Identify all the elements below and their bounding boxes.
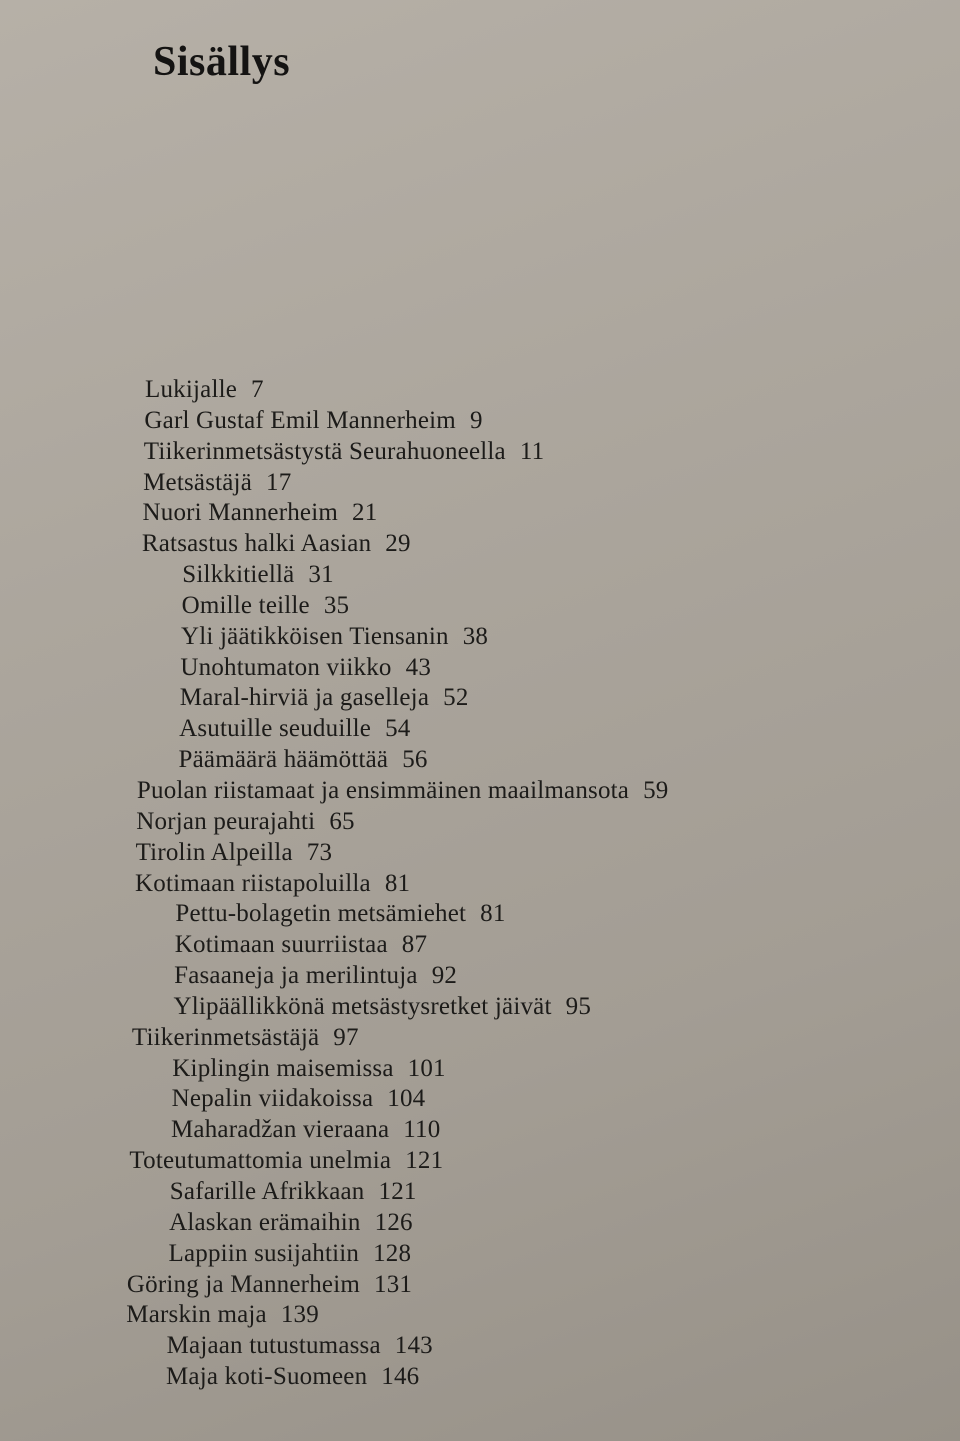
toc-entry <box>172 1054 445 1084</box>
toc-entry <box>143 498 378 528</box>
toc-entry-title: Lukijalle <box>145 376 238 403</box>
toc-entry <box>145 375 264 405</box>
toc-entry-title: Omille teille <box>181 591 310 619</box>
toc-entry-title: Tiikerinmetsästystä Seurahuoneella <box>143 437 506 465</box>
toc-entry-page-number: 7 <box>251 376 264 403</box>
toc-entry-title: Ylipäällikkönä metsästysretket jäivät <box>173 992 552 1020</box>
toc-entry-title: Nuori Mannerheim <box>142 499 339 527</box>
toc-entry-title: Toteutumattomia unelmia <box>129 1147 392 1175</box>
toc-entry-title: Garl Gustaf Emil Mannerheim <box>144 406 456 434</box>
toc-entry-page-number: 95 <box>565 992 592 1020</box>
toc-entry-page-number: 17 <box>266 468 292 496</box>
toc-entry-page-number: 126 <box>374 1208 413 1236</box>
toc-entry-page-number: 143 <box>394 1332 433 1360</box>
toc-entry <box>136 807 354 837</box>
toc-entry <box>137 776 669 806</box>
toc-entry-page-number: 29 <box>385 530 411 558</box>
toc-entry <box>169 1239 412 1269</box>
toc-entry-page-number: 87 <box>401 931 428 959</box>
toc-entry <box>171 1115 440 1145</box>
page-title: Sisällys <box>153 39 291 85</box>
toc-entry-page-number: 128 <box>373 1239 412 1267</box>
toc-entry <box>129 1146 443 1176</box>
toc-entry-title: Norjan peurajahti <box>136 807 316 835</box>
toc-entry-page-number: 121 <box>378 1177 417 1205</box>
toc-entry-title: Maharadžan vieraana <box>171 1116 390 1144</box>
toc-entry <box>169 1208 413 1238</box>
toc-entry-title: Maral-hirviä ja gaselleja <box>179 684 430 712</box>
toc-entry <box>172 1084 426 1114</box>
toc-entry <box>144 406 482 436</box>
toc-entry-page-number: 31 <box>308 561 334 589</box>
toc-entry-title: Tirolin Alpeilla <box>135 838 293 866</box>
toc-entry-title: Majaan tutustumassa <box>166 1332 381 1360</box>
toc-entry <box>127 1270 412 1300</box>
toc-entry-title: Kiplingin maisemissa <box>172 1054 394 1082</box>
toc-entry-title: Puolan riistamaat ja ensimmäinen maailmansota <box>136 777 630 804</box>
toc-entry <box>136 838 333 868</box>
toc-entry <box>174 992 592 1022</box>
toc-entry <box>182 560 334 590</box>
toc-entry <box>126 1300 319 1330</box>
toc-entry <box>170 1177 417 1207</box>
toc-entry-page-number: 104 <box>387 1085 426 1113</box>
toc-entry-page-number: 11 <box>519 437 545 465</box>
toc-entry-page-number: 52 <box>443 684 469 712</box>
toc-entry-title: Tiikerinmetsästäjä <box>131 1023 320 1051</box>
toc-entry-page-number: 81 <box>384 869 411 897</box>
toc-entry <box>181 622 488 652</box>
toc-entry-page-number: 65 <box>329 807 355 835</box>
toc-entry-page-number: 101 <box>407 1054 446 1082</box>
toc-entry-title: Kotimaan riistapoluilla <box>135 869 371 897</box>
toc-entry-page-number: 56 <box>402 746 428 774</box>
toc-entry <box>135 869 410 899</box>
toc-entry-page-number: 121 <box>405 1147 444 1175</box>
toc-entry-page-number: 92 <box>431 962 458 989</box>
toc-entry-title: Päämäärä häämöttää <box>178 746 389 774</box>
toc-entry-page-number: 81 <box>480 900 506 928</box>
toc-entry-title: Alaskan erämaihin <box>169 1208 361 1236</box>
toc-entry <box>167 1331 433 1361</box>
toc-entry <box>143 468 291 498</box>
toc-entry-title: Safarille Afrikkaan <box>169 1177 365 1205</box>
toc-entry <box>132 1023 359 1053</box>
toc-entry-page-number: 97 <box>333 1023 359 1051</box>
toc-entry-page-number: 35 <box>323 591 350 619</box>
toc-entry <box>144 437 545 467</box>
toc-entry-page-number: 110 <box>403 1116 441 1144</box>
toc-entry-page-number: 54 <box>385 715 411 743</box>
toc-entry-page-number: 21 <box>352 499 378 527</box>
toc-entry-page-number: 131 <box>374 1270 413 1298</box>
toc-entry-title: Pettu-bolagetin metsämiehet <box>175 900 467 928</box>
toc-entry <box>180 653 431 683</box>
toc-entry <box>179 714 410 744</box>
toc-entry-page-number: 9 <box>469 406 483 434</box>
toc-entry <box>166 1362 419 1392</box>
toc-entry-page-number: 146 <box>381 1363 420 1390</box>
toc-entry-title: Asutuille seuduille <box>179 715 372 743</box>
toc-entry-title: Nepalin viidakoissa <box>171 1085 374 1113</box>
toc-entry <box>174 961 457 991</box>
toc-entry <box>180 683 469 713</box>
toc-entry-title: Lappiin susijahtiin <box>168 1239 360 1267</box>
toc-entry-title: Unohtumaton viikko <box>180 653 392 681</box>
toc-entry-title: Yli jäätikköisen Tiensanin <box>181 622 449 650</box>
toc-entry-page-number: 59 <box>643 777 669 804</box>
toc-entry <box>175 899 505 929</box>
toc-entry-title: Silkkitiellä <box>182 561 295 589</box>
toc-entry <box>182 591 350 621</box>
toc-entry-page-number: 139 <box>280 1301 319 1329</box>
toc-entry-page-number: 38 <box>462 622 489 650</box>
toc-entry <box>179 745 428 775</box>
toc-entry <box>175 930 427 960</box>
toc-entry <box>142 529 411 559</box>
toc-entry-page-number: 73 <box>306 838 333 866</box>
toc-entry-title: Metsästäjä <box>143 468 253 496</box>
toc-entry-title: Ratsastus halki Aasian <box>141 530 372 558</box>
toc-entry-title: Marskin maja <box>126 1301 267 1329</box>
toc-entry-page-number: 43 <box>405 653 432 681</box>
toc-entry-title: Göring ja Mannerheim <box>126 1270 360 1298</box>
toc-entry-title: Maja koti-Suomeen <box>166 1363 368 1390</box>
toc-entry-title: Kotimaan suurriistaa <box>174 931 388 959</box>
toc-entry-title: Fasaaneja ja merilintuja <box>174 962 418 989</box>
